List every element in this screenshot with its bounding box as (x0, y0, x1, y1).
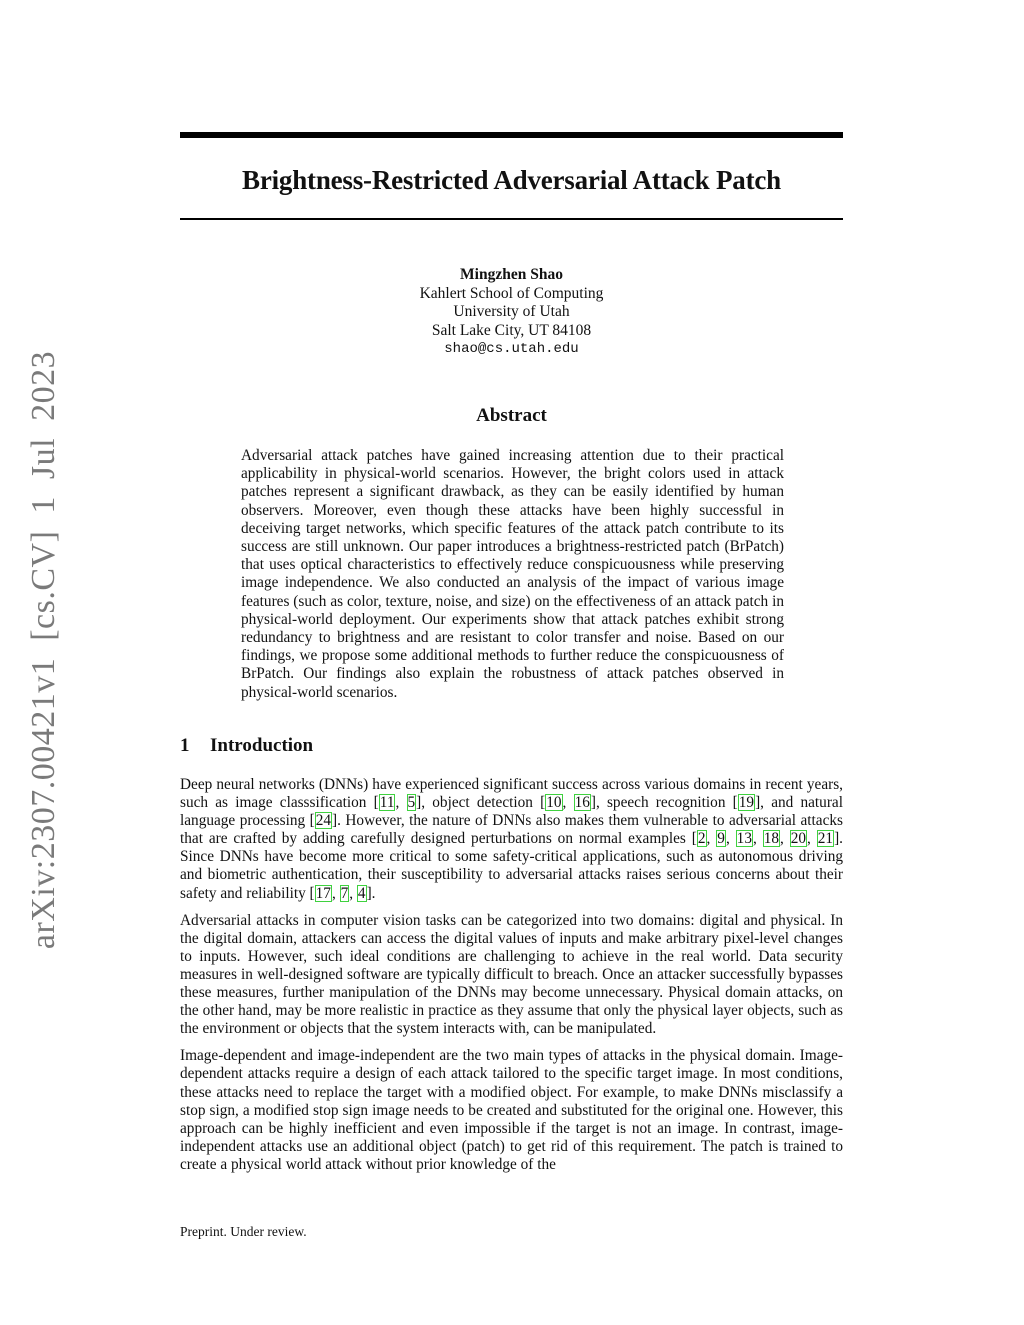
citation-link[interactable]: 20 (790, 830, 807, 848)
section-title: Introduction (210, 735, 314, 756)
author-name: Mingzhen Shao (460, 266, 563, 283)
title-top-rule (180, 132, 843, 138)
page-footer: Preprint. Under review. (180, 1224, 307, 1239)
citation-link[interactable]: 18 (763, 830, 779, 848)
paragraph-3: Image-dependent and image-independent are the two main types of attacks in the physical domain. Image-dependent attacks require a design of each attack tailored to the specific target image. In most conditions, these attacks need to replace the target with a modified object. For example, to make DNNs misclassify a stop sign, a modified stop sign image needs to be created and substituted for the original one. However, this approach can be highly inefficient and even impossible if the target is not an image. In contrast, image-independent attacks use an additional object (patch) to get rid of this requirement. The patch is trained to create a physical world attack without prior knowledge of the (180, 1047, 843, 1173)
citation-link[interactable]: 4 (357, 884, 366, 902)
paper-title: Brightness-Restricted Adversarial Attack Patch (242, 165, 781, 195)
abstract-heading: Abstract (476, 405, 547, 426)
paragraph-2: Adversarial attacks in computer vision tasks can be categorized into two domains: digital and physical. In the digital domain, attackers can access the digital values of inputs and make arbitrary pixel-level changes to inputs. However, such ideal conditions are challenging to achieve in the real world. Data security measures in well-designed software are typically difficult to breach. Once an attacker successfully bypasses these measures, further manipulation of the DNNs may become unnecessary. Physical domain attacks, on the other hand, may be more realistic in practice as they assume that only the physical layer objects, such as the environment or objects that the system interacts with, can be manipulated. (180, 911, 843, 1038)
p1-text-3: ], speech recognition [ (590, 794, 738, 812)
p1-text-7: ]. (366, 884, 376, 902)
citation-link[interactable]: 5 (407, 794, 416, 812)
author-affiliation-school: Kahlert School of Computing (419, 284, 604, 302)
citation-link[interactable]: 13 (736, 830, 752, 848)
author-email[interactable]: shao@cs.utah.edu (444, 341, 579, 358)
author-address: Salt Lake City, UT 84108 (431, 321, 592, 339)
title-bottom-rule (180, 218, 843, 220)
citation-link[interactable]: 2 (697, 830, 706, 848)
author-affiliation-university: University of Utah (453, 303, 570, 321)
author-block (180, 266, 843, 359)
p1-text-1: Deep neural networks (DNNs) have experienced significant success across various domains in recent years, such as image classsification [ (180, 776, 843, 812)
p1-text-5: ]. However, the nature of DNNs also makes them vulnerable to adversarial attacks that are crafted by adding carefully designed perturbations on normal examples [ (180, 812, 843, 848)
section-number: 1 (180, 735, 190, 756)
section-heading-introduction (180, 735, 313, 757)
citation-link[interactable]: 21 (817, 830, 834, 848)
citation-link[interactable]: 11 (379, 794, 395, 812)
citation-link[interactable]: 7 (340, 884, 349, 902)
citation-link[interactable]: 24 (315, 812, 331, 830)
introduction-body (180, 776, 843, 1183)
abstract-text: Adversarial attack patches have gained increasing attention due to their practical applicability in physical-world scenarios. However, the bright colors used in attack patches represent a significant drawback, as they can be easily identified by human observers. Moreover, even though these attacks have been highly successful in deceiving target networks, which specific features of the attack patch contribute to its success are still unknown. Our paper introduces a brightness-restricted patch (BrPatch) that uses optical characteristics to effectively reduce conspicuousness while preserving image independence. We also conducted an analysis of the impact of various image features (such as color, texture, noise, and size) on the effectiveness of an attack patch in physical-world deployment. Our experiments show that attack patches exhibit strong redundancy to brightness and are resistant to color transfer and noise. Based on our findings, we propose some additional methods to further reduce the conspicuousness of BrPatch. Our findings also explain the robustness of attack patches observed in physical-world scenarios. (241, 447, 784, 701)
citation-link[interactable]: 17 (315, 884, 331, 902)
paragraph-1: Deep neural networks (DNNs) have experienced significant success across various domains in recent years, such as image classsification [11, 5], object detection [10, 16], speech recognition [19], and natural language processing [24]. However, the nature of DNNs also makes them vulnerable to adversarial attacks that are crafted by adding carefully designed perturbations on normal examples [2, 9, 13, 18, 20, 21]. Since DNNs have become more critical to some safety-critical applications, such as autonomous driving and biometric authentication, their susceptibility to adversarial attacks raises serious concerns about their safety and reliability [17, 7, 4]. (180, 776, 843, 902)
citation-link[interactable]: 9 (717, 830, 725, 848)
p1-text-4: ], and natural language processing [ (180, 794, 843, 830)
citation-link[interactable]: 16 (574, 794, 590, 812)
p1-text-2: ], object detection [ (416, 794, 546, 812)
citation-link[interactable]: 10 (546, 794, 562, 812)
arxiv-identifier: arXiv:2307.00421v1 [cs.CV] 1 Jul 2023 (25, 350, 62, 950)
p1-text-6: ]. Since DNNs have become more critical to some safety-critical applications, such as autonomous driving and biometric authentication, their susceptibility to adversarial attacks raises serious concerns about their safety and reliability [ (180, 830, 843, 902)
citation-link[interactable]: 19 (738, 794, 755, 812)
